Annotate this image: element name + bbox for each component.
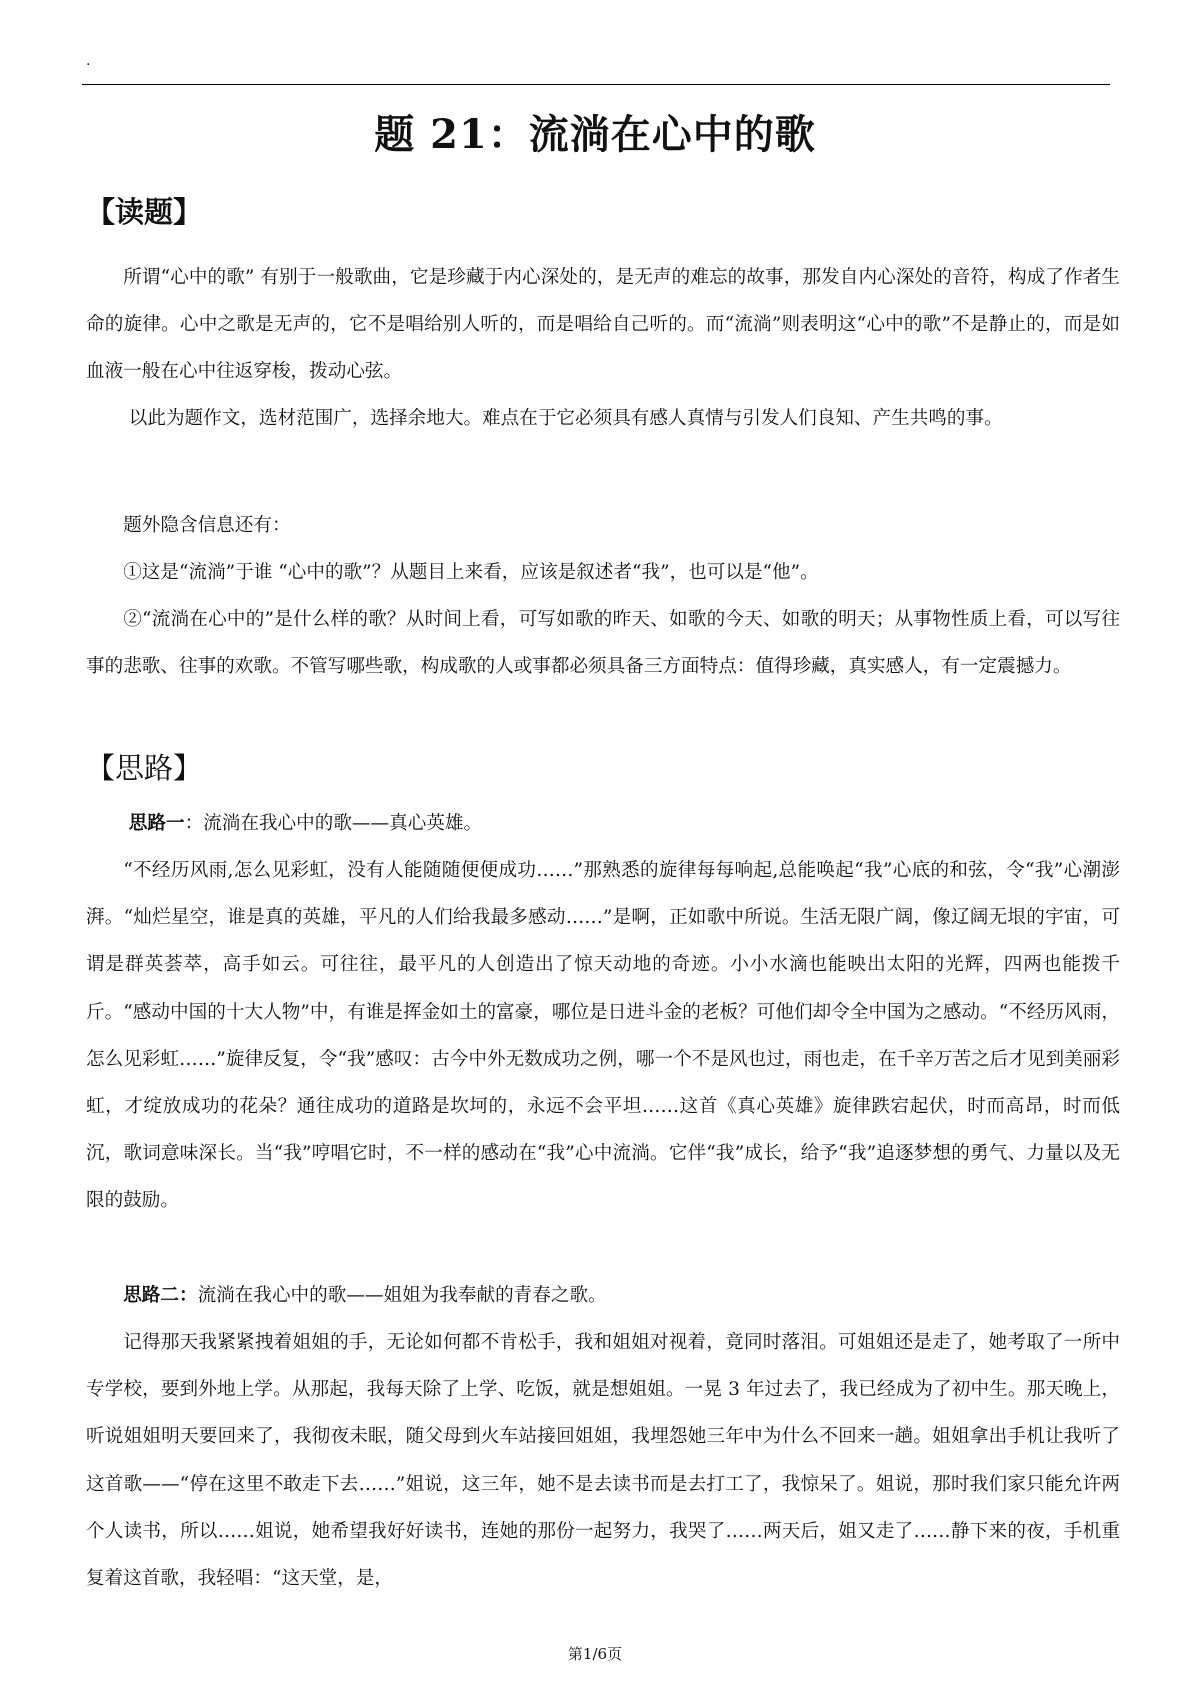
read-paragraph-4: ①这是“流淌”于谁 “心中的歌”？从题目上来看，应该是叙述者“我”，也可以是“他”。: [123, 562, 819, 583]
header-divider: [82, 84, 1110, 85]
idea2-body: 记得那天我紧紧拽着姐姐的手，无论如何都不肯松手，我和姐姐对视着，竟同时落泪。可姐姐还是走了，她考取了一所中专学校，要到外地上学。从那起，我每天除了上学、吃饭，就是想姐姐。一晃 3 年过去了，我已经成为了初中生。那天晚上，听说姐姐明天要回来了，我彻夜未眠，随父母到火车站接回姐姐，我埋怨她三年中为什么不回来一趟。姐姐拿出手机让我听了这首歌——“停在这里不敢走下去……”姐说，这三年，她不是去读书而是去打工了，我惊呆了。姐说，那时我们家只能允许两个人读书，所以……姐说，她希望我好好读书，连她的那份一起努力，我哭了……两天后，姐又走了……静下来的夜，手机重复着这首歌，我轻唱：“这天堂，是，: [86, 1332, 1120, 1590]
idea1-title-line: [86, 800, 1120, 847]
idea1-body: “不经历风雨,怎么见彩虹，没有人能随随便便成功……”那熟悉的旋律每每响起,总能唤起“我”心底的和弦，令“我”心潮澎湃。“灿烂星空，谁是真的英雄，平凡的人们给我最多感动……”是啊，正如歌中所说。生活无限广阔，像辽阔无垠的宇宙，可谓是群英荟萃，高手如云。可往往，最平凡的人创造出了惊天动地的奇迹。小小水滴也能映出太阳的光辉，四两也能拨千斤。“感动中国的十大人物”中，有谁是挥金如土的富豪，哪位是日进斗金的老板？可他们却令全中国为之感动。“不经历风雨，怎么见彩虹……”旋律反复，令“我”感叹：古今中外无数成功之例，哪一个不是风也过，雨也走，在千辛万苦之后才见到美丽彩虹，才绽放成功的花朵？通往成功的道路是坎坷的，永远不会平坦……这首《真心英雄》旋律跌宕起伏，时而高昂，时而低沉，歌词意味深长。当“我”哼唱它时，不一样的感动在“我”心中流淌。它伴“我”成长，给予“我”追逐梦想的勇气、力量以及无限的鼓励。: [86, 860, 1120, 1212]
idea1-label: 思路一: [128, 813, 185, 834]
page-number: 第1/6页: [567, 1645, 623, 1663]
read-paragraph-2: 以此为题作文，选材范围广，选择余地大。难点在于它必须具有感人真情与引发人们良知、产生共鸣的事。: [128, 408, 1003, 429]
section-heading-idea: 【思路】: [86, 751, 203, 785]
idea1-title: ：流淌在我心中的歌——真心英雄。: [184, 813, 483, 834]
read-paragraph-1: 所谓“心中的歌” 有别于一般歌曲，它是珍藏于内心深处的，是无声的难忘的故事，那发自内心深处的音符，构成了作者生命的旋律。心中之歌是无声的，它不是唱给别人听的，而是唱给自己听的。而“流淌”则表明这“心中的歌”不是静止的，而是如血液一般在心中往返穿梭，拨动心弦。: [86, 267, 1120, 383]
read-paragraph-5: ②“流淌在心中的”是什么样的歌？从时间上看，可写如歌的昨天、如歌的今天、如歌的明天；从事物性质上看，可以写往事的悲歌、往事的欢歌。不管写哪些歌，构成歌的人或事都必须具备三方面特点：值得珍藏，真实感人，有一定震撼力。: [86, 609, 1120, 678]
idea2-title-line: [86, 1272, 1120, 1319]
read-paragraph-3: 题外隐含信息还有：: [123, 515, 291, 536]
idea2-label: 思路二：: [123, 1285, 198, 1306]
section-heading-read: 【读题】: [86, 195, 203, 229]
header-mark: .: [86, 53, 91, 69]
page-title: 题 21：流淌在心中的歌: [374, 111, 816, 158]
idea2-title: 流淌在我心中的歌——姐姐为我奉献的青春之歌。: [197, 1285, 607, 1306]
